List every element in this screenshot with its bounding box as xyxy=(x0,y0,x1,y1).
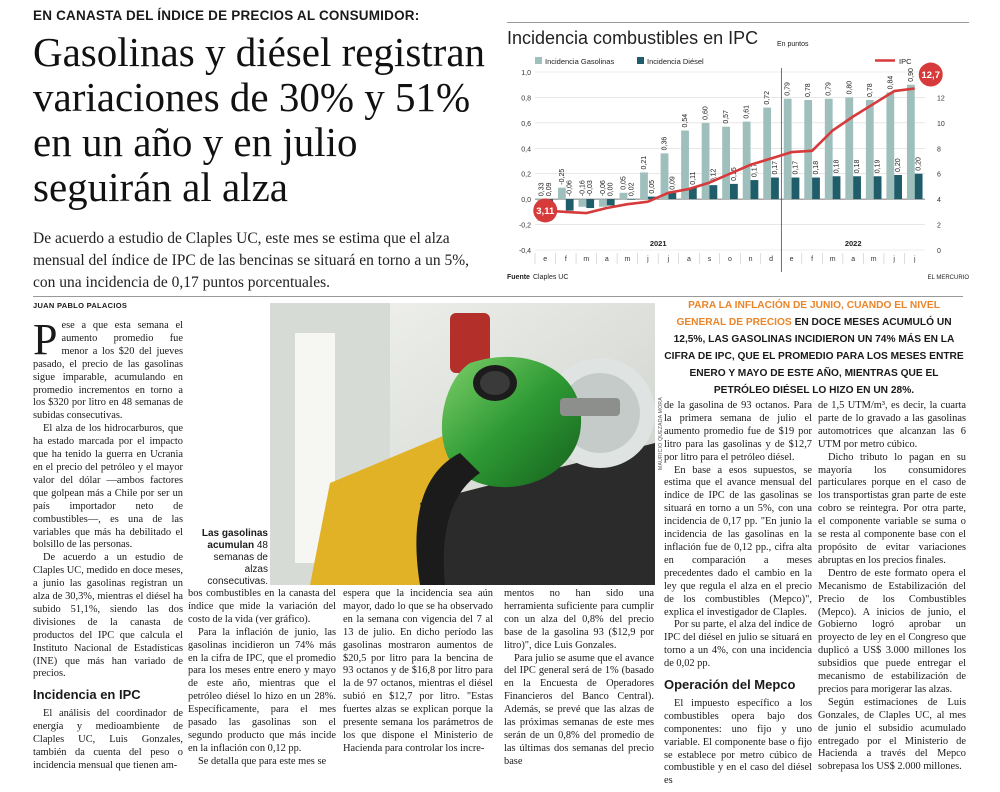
chart-source-label: Fuente xyxy=(507,274,530,281)
bar-gasolinas xyxy=(784,99,792,199)
diesel-data-label: 0,12 xyxy=(710,168,718,183)
paragraph: Para la inflación de junio, las gasolinas incidieron un 74% más en la cifra de IPC, que el promedio para los meses entre enero y mayo de este año, mientras que el petróleo diésel lo hizo en un 28%. Específicamente, para el mes pasado las gasolinas son el segundo producto que más incide en la inflación con 0,12 pp. xyxy=(188,626,336,754)
bar-gasolinas xyxy=(763,108,771,200)
paragraph: El alza de los hidrocarburos, que ha estado marcada por el impacto que ha tenido la guerra en Ucrania en el precio del petróleo y el mayor valor del dólar —ambos factores que golpean más a Chile por ser un país importador neto de combustibles—, es una de las variables que más ha debilitado el bolsillo de las personas. xyxy=(33,423,183,551)
bar-diesel xyxy=(771,178,779,200)
gas-data-label: 0,90 xyxy=(907,68,915,82)
x-tick-label: j xyxy=(667,256,670,263)
chart-publisher: EL MERCURIO xyxy=(927,275,969,281)
gas-data-label: 0,05 xyxy=(620,176,628,190)
diesel-data-label: -0,03 xyxy=(587,180,595,197)
pull-quote: PARA LA INFLACIÓN DE JUNIO, CUANDO EL NIVEL GENERAL DE PRECIOS EN DOCE MESES ACUMULÓ UN 12,5%, LAS GASOLINAS INCIDIERON UN 74% MÁS EN LA CIFRA DE IPC, QUE EL PROMEDIO PARA LOS MESES ENTRE ENERO Y MAYO DE ESTE AÑO, MIENTRAS QUE EL PETRÓLEO DIÉSEL LO HIZO EN UN 28%. xyxy=(664,300,964,396)
kicker: EN CANASTA DEL ÍNDICE DE PRECIOS AL CONSUMIDOR: xyxy=(33,8,420,23)
gas-data-label: 0,78 xyxy=(866,83,874,97)
bar-gasolinas xyxy=(866,100,874,199)
x-tick-label: m xyxy=(870,256,877,263)
x-tick-label: m xyxy=(624,256,631,263)
gas-data-label: -0,06 xyxy=(599,180,607,197)
bar-diesel xyxy=(730,184,738,199)
y-right-tick: 8 xyxy=(937,146,941,154)
diesel-data-label: 0,18 xyxy=(854,159,862,174)
gas-pump-illustration xyxy=(270,303,655,585)
column-6 xyxy=(818,400,966,774)
diesel-data-label: 0,15 xyxy=(730,167,738,181)
bar-gasolinas xyxy=(907,85,915,199)
bar-gasolinas xyxy=(722,127,730,199)
bar-gasolinas xyxy=(845,97,853,199)
paragraph: De acuerdo a un estudio de Claples UC, medido en doce meses, a junio las gasolinas registran un alza de 30,3%, mientras el diésel ha subido 51,1%, siendo las dos divisiones de la canasta de productos del IPC que calcula el Instituto Nacional de Estadísticas (INE) que más han variado de precios. xyxy=(33,552,183,680)
legend-swatch-gasolinas xyxy=(535,57,542,64)
paragraph: bos combustibles en la canasta del índice que mide la variación del costo de la vida (ver gráfico). xyxy=(188,588,336,625)
legend-label-ipc: IPC xyxy=(899,57,912,66)
gas-data-label: 0,80 xyxy=(846,80,854,95)
dropcap: P xyxy=(33,315,58,364)
bar-diesel xyxy=(709,185,717,199)
bar-diesel xyxy=(915,174,923,199)
paragraph: Según estimaciones de Luis Gonzales, de Claples UC, al mes de junio el subsidio acumulado entregado por el Ministerio de Hacienda a través del Mepco sobrepasa los US$ 2.000 millones. xyxy=(818,696,966,773)
y-left-tick: 0,0 xyxy=(521,197,531,205)
gas-data-label: 0,79 xyxy=(784,82,792,96)
diesel-data-label: 0,17 xyxy=(792,160,800,175)
bar-gasolinas xyxy=(620,193,628,199)
paragraph: El impuesto específico a los combustibles opera bajo dos componentes: uno fijo y uno variable. El componente base o fijo se establece por metro cúbico de combustible y en el caso del diésel es xyxy=(664,697,812,787)
y-left-tick: 0,6 xyxy=(521,120,531,128)
ipc-end-label: 12,7 xyxy=(921,70,940,82)
diesel-data-label: 0,11 xyxy=(689,171,697,185)
gas-data-label: 0,57 xyxy=(723,110,731,124)
x-tick-label: j xyxy=(913,256,916,263)
y-right-tick: 6 xyxy=(937,171,941,179)
y-left-tick: -0,4 xyxy=(518,248,531,255)
column-2 xyxy=(188,588,336,769)
paragraph: En base a esos supuestos, se estima que el avance mensual del índice de IPC de las gasolinas se situará en torno a un 5%, con una incidencia de 0,17 pp. "En junio la incidencia de las gasolinas en la inflación fue de 0,12 pp., cifra alta en comparación a meses precedentes dado el cambio en la ley que regula el alza en el precio de los combustibles (Mepco)", explica el investigador de Claples. xyxy=(664,464,812,618)
y-right-tick: 10 xyxy=(937,120,945,128)
x-tick-label: s xyxy=(707,256,712,263)
bar-gasolinas xyxy=(825,99,833,199)
paragraph: El análisis del coordinador de energía y medioambiente de Claples UC, Luis Gonzales, también da cuenta del peso o incidencia mensual que tienen am- xyxy=(33,708,183,771)
y-right-tick: 2 xyxy=(937,222,941,230)
paragraph: mentos no han sido una herramienta suficiente para cumplir con un alza del 0,8% del precio base de la gasolina 93 ($12,9 por litro)", dice Luis Gonzales. xyxy=(504,588,654,651)
diesel-data-label: 0,19 xyxy=(874,159,882,174)
column-1 xyxy=(33,315,183,773)
column-4 xyxy=(504,588,654,769)
diesel-data-label: 0,17 xyxy=(771,160,779,175)
bar-gasolinas xyxy=(702,123,710,199)
x-tick-label: n xyxy=(748,256,753,263)
y-left-tick: -0,2 xyxy=(518,222,531,230)
x-tick-label: j xyxy=(647,256,649,263)
bar-gasolinas xyxy=(640,172,648,199)
x-tick-label: d xyxy=(769,256,774,263)
gas-data-label: 0,79 xyxy=(825,82,833,96)
diesel-data-label: 0,20 xyxy=(895,158,903,172)
bar-diesel xyxy=(874,176,882,199)
gas-data-label: -0,16 xyxy=(579,180,587,197)
column-5 xyxy=(664,400,812,788)
paragraph: espera que la incidencia sea aún mayor, dado lo que se ha observado en la semana con vigencia del 7 al 13 de julio. En dicho período las gasolinas mostraron aumentos de $20,5 por litro para la bencina de 93 octanos y de $16,8 por litro para la de 97 octanos, mientras el diésel subió en $12,7 por litro. "Estas fuertes alzas se explican porque la presente semana los parámetros de los que dispone el Ministerio de Hacienda para controlar los incre- xyxy=(343,588,493,754)
subhead-incidencia: Incidencia en IPC xyxy=(33,687,141,703)
chart-source: Claples UC xyxy=(533,274,569,281)
diesel-data-label: 0,02 xyxy=(628,182,636,197)
bar-gasolinas xyxy=(886,92,894,199)
y-left-tick: 0,2 xyxy=(521,171,531,179)
diesel-data-label: -0,06 xyxy=(566,180,574,197)
photo-caption: Las gasolinas acumulan 48 semanas de alzas consecutivas. xyxy=(201,528,268,587)
bar-gasolinas xyxy=(743,122,751,200)
byline: JUAN PABLO PALACIOS xyxy=(33,301,128,310)
ipc-start-label: 3,11 xyxy=(536,205,555,217)
bar-diesel xyxy=(833,176,841,199)
x-tick-label: e xyxy=(789,256,794,263)
lead-paragraph: De acuerdo a estudio de Claples UC, este mes se estima que el alza mensual del índice de IPC de las bencinas se situará en torno a un 5%, con una incidencia de 0,17 puntos porcentuales. xyxy=(33,230,470,291)
bar-gasolinas xyxy=(558,188,566,199)
diesel-data-label: 0,20 xyxy=(915,157,923,171)
chart-units: En puntos xyxy=(777,41,809,48)
gas-data-label: 0,72 xyxy=(764,90,772,105)
paragraph: Dicho tributo lo pagan en su mayoría los consumidores particulares porque en el caso de los transportistas gran parte de este cobro se reintegra. Por otra parte, el componente variable se suma o se resta al componente base con el propósito de evitar variaciones abruptas en los precios finales. xyxy=(818,451,966,566)
x-tick-label: a xyxy=(604,256,609,263)
bar-diesel xyxy=(853,176,861,199)
gas-data-label: 0,61 xyxy=(743,104,751,119)
y-right-tick: 12 xyxy=(937,95,945,103)
paragraph: de la gasolina de 93 octanos. Para la primera semana de julio el aumento promedio fue de $19 por litro para las gasolinas y de $12,7 por litro para el petróleo diésel. xyxy=(664,400,812,463)
diesel-data-label: 0,09 xyxy=(669,176,677,190)
gas-data-label: 0,60 xyxy=(702,106,710,120)
paragraph: de 1,5 UTM/m³, es decir, la cuarta parte de lo gravado a las gasolinas automotrices que alcanzan las 6 UTM por metro cúbico. xyxy=(818,400,966,450)
gas-data-label: -0,25 xyxy=(558,168,566,185)
paragraph: Por su parte, el alza del índice de IPC del diésel en julio se situará en torno a un 4%, con una incidencia de 0,02 pp. xyxy=(664,619,812,670)
diesel-data-label: 0,18 xyxy=(833,159,841,174)
diesel-data-label: 0,18 xyxy=(813,160,821,175)
x-tick-label: m xyxy=(829,256,836,263)
chart-title: Incidencia combustibles en IPC xyxy=(507,28,759,48)
gas-data-label: 0,33 xyxy=(538,182,546,197)
bar-diesel xyxy=(792,178,800,200)
diesel-data-label: 0,00 xyxy=(607,182,615,197)
subhead-mepco: Operación del Mepco xyxy=(664,677,796,693)
bar-diesel xyxy=(627,199,635,200)
diesel-data-label: 0,09 xyxy=(546,182,554,197)
x-tick-label: f xyxy=(564,256,567,263)
gas-data-label: 0,54 xyxy=(682,113,690,128)
diesel-data-label: 0,05 xyxy=(648,179,656,194)
x-tick-label: e xyxy=(543,256,548,263)
y-left-tick: 0,4 xyxy=(521,146,531,154)
y-right-tick: 0 xyxy=(937,248,941,255)
gas-data-label: 0,36 xyxy=(661,136,669,151)
gas-data-label: 0,84 xyxy=(887,75,895,90)
x-tick-label: a xyxy=(686,256,691,263)
legend-label-gasolinas: Incidencia Gasolinas xyxy=(545,57,615,66)
bar-diesel xyxy=(607,199,615,205)
diesel-data-label: 0,17 xyxy=(751,163,759,178)
headline: Gasolinas y diésel registran variaciones de 30% y 51% en un año y en julio seguirán al alza xyxy=(33,29,486,210)
gas-data-label: 0,21 xyxy=(640,155,648,170)
bar-diesel xyxy=(751,180,759,199)
bar-diesel xyxy=(812,178,820,200)
year-label: 2021 xyxy=(649,239,667,248)
paragraph: Para julio se asume que el avance del IPC general será de 1% (basado en la Encuesta de Operadores Financieros del Banco Central). Además, se prevé que las alzas de las próximas semanas de este mes serán de un 0,8% del promedio de las últimas dos semanas del precio base xyxy=(504,652,654,767)
ipc-chart xyxy=(507,14,969,286)
bar-gasolinas xyxy=(804,100,812,199)
y-left-tick: 1,0 xyxy=(521,70,531,77)
legend-label-diesel: Incidencia Diésel xyxy=(647,57,704,66)
column-3 xyxy=(343,588,493,756)
y-right-tick: 4 xyxy=(937,197,941,205)
x-tick-label: m xyxy=(583,256,590,263)
bar-diesel xyxy=(586,199,594,208)
bar-gasolinas xyxy=(599,199,607,207)
bar-diesel xyxy=(894,175,902,199)
gas-pump-photo xyxy=(270,303,655,585)
year-label: 2022 xyxy=(844,239,862,248)
paragraph: Pese a que esta semana el aumento promedio fue menor a los $20 del jueves pasado, el precio de las gasolinas sigue imparable, acumulando en promedio incrementos en torno a los $320 por litro en 48 semanas de subidas consecutivas. xyxy=(33,315,183,422)
x-tick-label: f xyxy=(811,256,814,263)
photo-credit: MAURICIO QUEZADA MORA xyxy=(658,397,664,470)
x-tick-label: a xyxy=(851,256,856,263)
legend-swatch-diesel xyxy=(637,57,644,64)
paragraph: Se detalla que para este mes se xyxy=(198,755,327,767)
x-tick-label: o xyxy=(728,256,732,263)
bar-gasolinas xyxy=(579,199,587,207)
paragraph: Dentro de este formato opera el Mecanismo de Estabilización del Precio de los Combustibles (Mepco). A inicios de junio, el Gobierno logró aprobar un proyecto de ley en el Congreso que duplicó a US$ 3.000 millones los subsidios que puede entregar el mecanismo de estabilización de precios para morigerar las alzas. xyxy=(818,567,966,695)
gas-data-label: 0,78 xyxy=(805,83,813,97)
x-tick-label: j xyxy=(893,256,895,263)
bar-diesel xyxy=(566,199,574,210)
y-left-tick: 0,8 xyxy=(521,95,531,103)
chart-svg xyxy=(507,14,969,286)
